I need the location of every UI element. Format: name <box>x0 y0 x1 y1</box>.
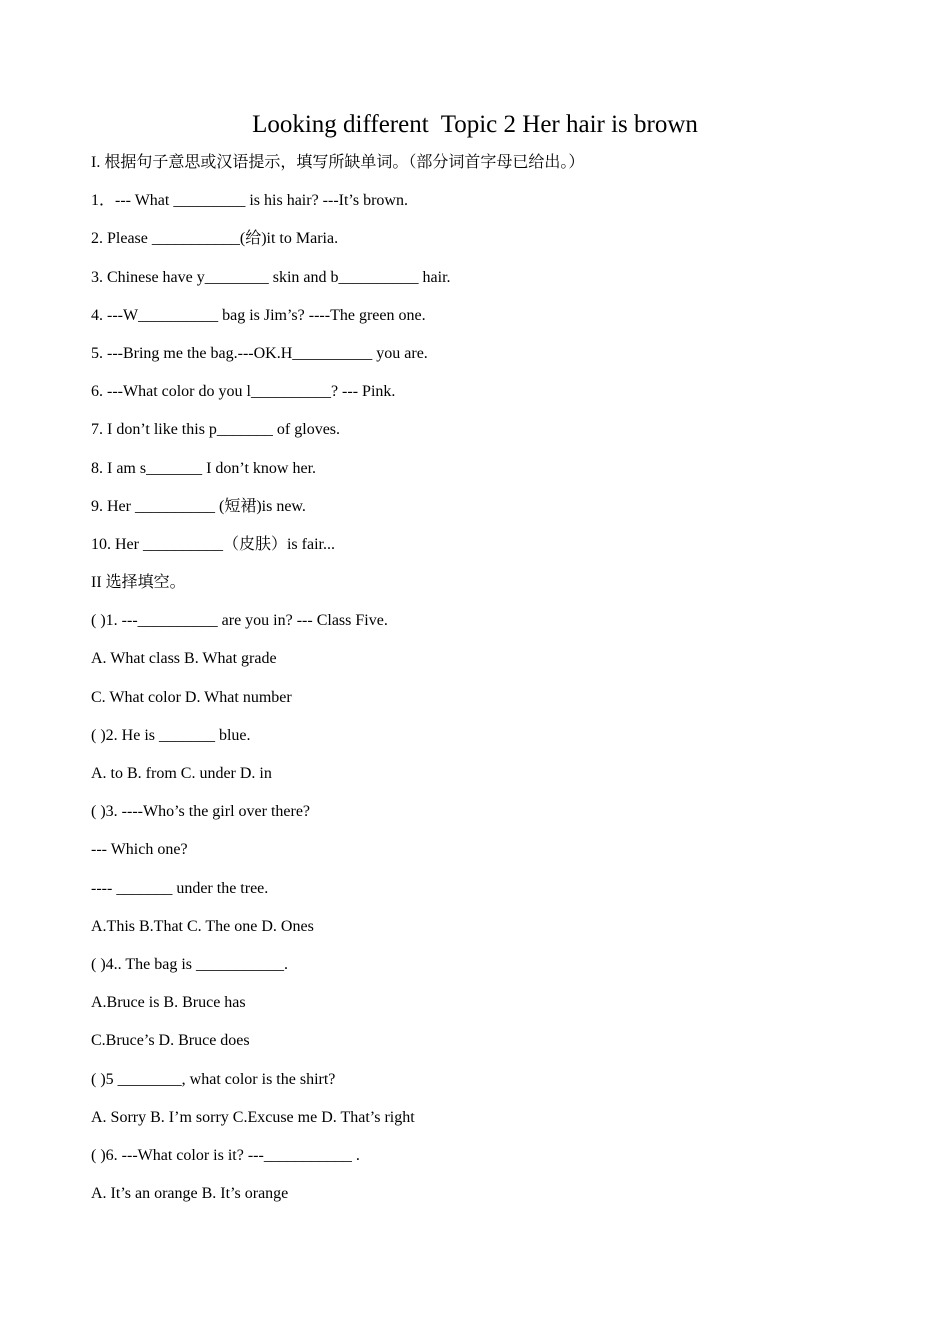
fill-question-9: 9. Her __________ (短裙)is new. <box>91 497 306 515</box>
fill-question-7: 7. I don’t like this p_______ of gloves. <box>91 421 341 439</box>
choice-question-4: ( )4.. The bag is ___________. <box>91 955 289 973</box>
choice-1-options-a-b: A. What class B. What grade <box>91 650 277 668</box>
choice-question-1: ( )1. ---__________ are you in? --- Class Five. <box>91 612 388 630</box>
section-heading-2: II 选择填空。 <box>91 574 186 592</box>
fill-question-2: 2. Please ___________(给)it to Maria. <box>91 230 339 248</box>
fill-question-8: 8. I am s_______ I don’t know her. <box>91 459 317 477</box>
fill-question-5: 5. ---Bring me the bag.---OK.H__________ you are. <box>91 344 428 362</box>
choice-3-dialogue-line-3: ---- _______ under the tree. <box>91 879 269 897</box>
choice-question-3: ( )3. ----Who’s the girl over there? <box>91 803 311 821</box>
choice-question-6: ( )6. ---What color is it? ---___________ . <box>91 1146 360 1164</box>
choice-1-options-c-d: C. What color D. What number <box>91 688 292 706</box>
document-title: Looking different Topic 2 Her hair is brown <box>252 111 698 138</box>
fill-question-10: 10. Her __________（皮肤）is fair... <box>91 535 335 553</box>
choice-3-options: A.This B.That C. The one D. Ones <box>91 917 314 935</box>
choice-2-options: A. to B. from C. under D. in <box>91 765 272 782</box>
choice-4-options-c-d: C.Bruce’s D. Bruce does <box>91 1032 250 1050</box>
choice-4-options-a-b: A.Bruce is B. Bruce has <box>91 994 246 1012</box>
fill-question-4: 4. ---W__________ bag is Jim’s? ----The green one. <box>91 306 426 324</box>
fill-question-3: 3. Chinese have y________ skin and b__________ hair. <box>91 268 451 286</box>
choice-3-dialogue-line-2: --- Which one? <box>91 841 188 859</box>
fill-question-1: 1．--- What _________ is his hair? ---It’s brown. <box>91 192 408 210</box>
document-body <box>91 150 891 1219</box>
choice-question-2: ( )2. He is _______ blue. <box>91 726 251 744</box>
choice-question-5: ( )5 ________, what color is the shirt? <box>91 1070 336 1088</box>
section-heading-1: I. 根据句子意思或汉语提示，填写所缺单词。（部分词首字母已给出。） <box>91 154 585 171</box>
fill-question-6: 6. ---What color do you l__________? --- Pink. <box>91 383 396 401</box>
choice-5-options: A. Sorry B. I’m sorry C.Excuse me D. That’s right <box>91 1108 415 1126</box>
choice-6-options: A. It’s an orange B. It’s orange <box>91 1185 289 1203</box>
